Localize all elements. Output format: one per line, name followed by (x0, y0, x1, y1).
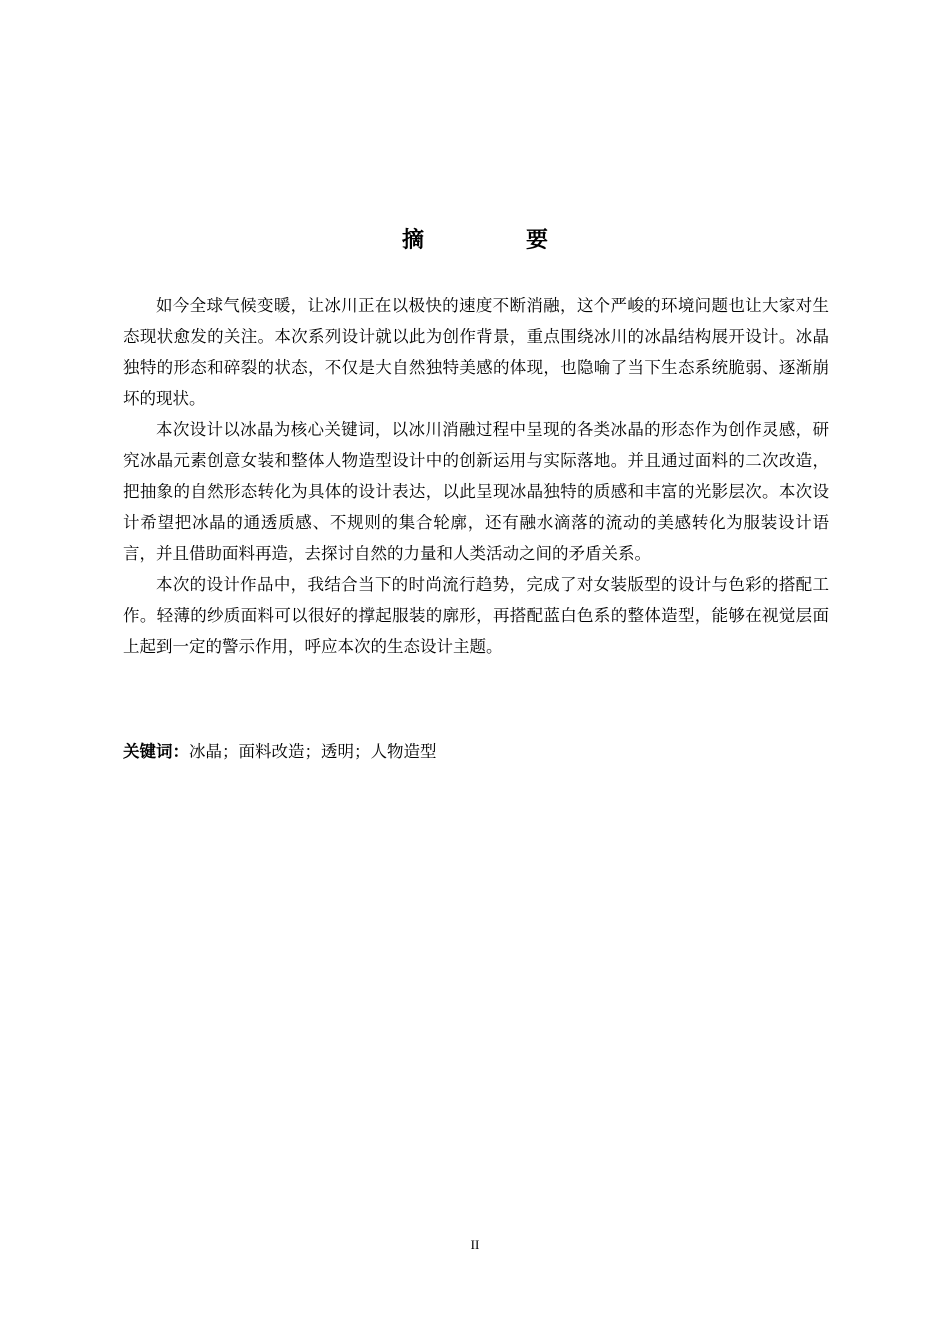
keywords-line (123, 736, 829, 767)
keywords-label: 关键词： (123, 742, 189, 761)
abstract-body (123, 290, 829, 662)
page-number: II (470, 1237, 480, 1252)
abstract-title: 摘 要 (401, 228, 588, 253)
abstract-paragraph-1: 如今全球气候变暖，让冰川正在以极快的速度不断消融，这个严峻的环境问题也让大家对生态现状愈发的关注。本次系列设计就以此为创作背景，重点围绕冰川的冰晶结构展开设计。冰晶独特的形态和碎裂的状态，不仅是大自然独特美感的体现，也隐喻了当下生态系统脆弱、逐渐崩坏的现状。 (123, 296, 829, 408)
keywords-text: 冰晶；面料改造；透明；人物造型 (189, 742, 437, 761)
abstract-paragraph-2: 本次设计以冰晶为核心关键词，以冰川消融过程中呈现的各类冰晶的形态作为创作灵感，研究冰晶元素创意女装和整体人物造型设计中的创新运用与实际落地。并且通过面料的二次改造，把抽象的自然形态转化为具体的设计表达，以此呈现冰晶独特的质感和丰富的光影层次。本次设计希望把冰晶的通透质感、不规则的集合轮廓，还有融水滴落的流动的美感转化为服装设计语言，并且借助面料再造，去探讨自然的力量和人类活动之间的矛盾关系。 (123, 420, 829, 563)
abstract-paragraph-3: 本次的设计作品中，我结合当下的时尚流行趋势，完成了对女装版型的设计与色彩的搭配工作。轻薄的纱质面料可以很好的撑起服装的廓形，再搭配蓝白色系的整体造型，能够在视觉层面上起到一定的警示作用，呼应本次的生态设计主题。 (123, 575, 829, 656)
